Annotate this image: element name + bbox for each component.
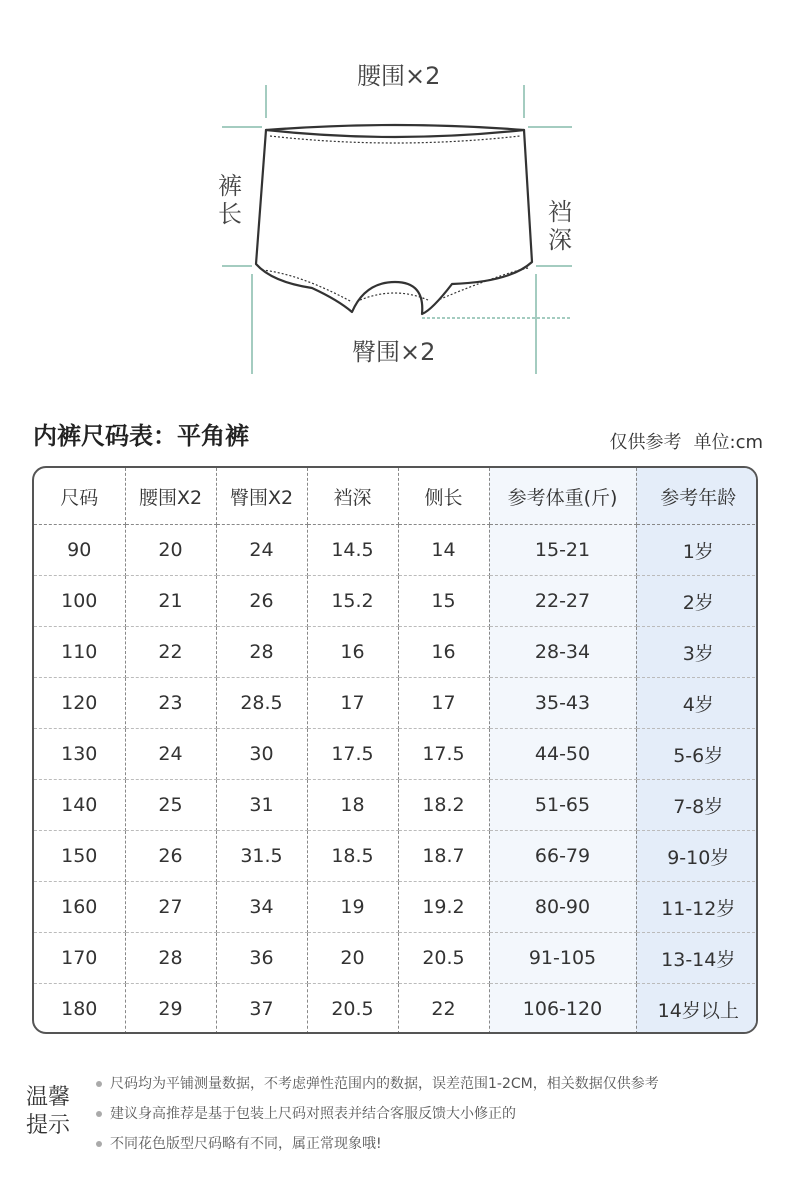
tips-list [94, 1074, 659, 1164]
cell-size: 130 [34, 729, 125, 780]
header-weight: 参考体重(斤) [489, 468, 636, 525]
cell-rise: 17.5 [307, 729, 398, 780]
cell-waist: 28 [125, 933, 216, 984]
cell-weight: 35-43 [489, 678, 636, 729]
cell-side-length: 17 [398, 678, 489, 729]
cell-side-length: 22 [398, 984, 489, 1035]
cell-age: 3岁 [636, 627, 758, 678]
cell-hip: 37 [216, 984, 307, 1035]
cell-side-length: 18.7 [398, 831, 489, 882]
cell-hip: 31.5 [216, 831, 307, 882]
cell-waist: 23 [125, 678, 216, 729]
cell-rise: 20.5 [307, 984, 398, 1035]
cell-hip: 31 [216, 780, 307, 831]
cell-age: 9-10岁 [636, 831, 758, 882]
header-side-length: 侧长 [398, 468, 489, 525]
cell-weight: 66-79 [489, 831, 636, 882]
tips-heading: 温馨提示 [26, 1085, 71, 1138]
cell-size: 120 [34, 678, 125, 729]
tip-item: 不同花色版型尺码略有不同，属正常现象哦! [94, 1134, 659, 1164]
bullet-icon [96, 1081, 102, 1087]
cell-side-length: 19.2 [398, 882, 489, 933]
table-row [34, 882, 758, 933]
table-row [34, 729, 758, 780]
cell-hip: 24 [216, 525, 307, 576]
cell-weight: 91-105 [489, 933, 636, 984]
cell-waist: 29 [125, 984, 216, 1035]
cell-waist: 24 [125, 729, 216, 780]
unit-note [610, 428, 764, 454]
reference-note: 仅供参考 [609, 432, 682, 453]
cell-size: 90 [34, 525, 125, 576]
length-label: 裤长 [218, 172, 242, 228]
cell-hip: 36 [216, 933, 307, 984]
cell-waist: 27 [125, 882, 216, 933]
tip-item: 建议身高推荐是基于包装上尺码对照表并结合客服反馈大小修正的 [94, 1104, 659, 1134]
cell-age: 4岁 [636, 678, 758, 729]
cell-weight: 22-27 [489, 576, 636, 627]
size-table [32, 466, 758, 1034]
cell-waist: 26 [125, 831, 216, 882]
cell-age: 5-6岁 [636, 729, 758, 780]
cell-size: 140 [34, 780, 125, 831]
table-header-row [34, 468, 758, 525]
cell-rise: 18.5 [307, 831, 398, 882]
cell-waist: 25 [125, 780, 216, 831]
waist-label: 腰围×2 [357, 62, 441, 90]
cell-age: 13-14岁 [636, 933, 758, 984]
cell-rise: 17 [307, 678, 398, 729]
cell-side-length: 20.5 [398, 933, 489, 984]
rise-label: 裆深 [548, 198, 572, 254]
cell-weight: 44-50 [489, 729, 636, 780]
cell-size: 160 [34, 882, 125, 933]
cell-size: 110 [34, 627, 125, 678]
cell-waist: 20 [125, 525, 216, 576]
cell-age: 14岁以上 [636, 984, 758, 1035]
cell-side-length: 14 [398, 525, 489, 576]
cell-size: 100 [34, 576, 125, 627]
header-age: 参考年龄 [636, 468, 758, 525]
bullet-icon [96, 1141, 102, 1147]
cell-waist: 22 [125, 627, 216, 678]
header-waist: 腰围X2 [125, 468, 216, 525]
cell-side-length: 18.2 [398, 780, 489, 831]
tip-item: 尺码均为平铺测量数据，不考虑弹性范围内的数据，误差范围1-2CM，相关数据仅供参考 [94, 1074, 659, 1104]
cell-hip: 26 [216, 576, 307, 627]
table-row [34, 933, 758, 984]
cell-size: 150 [34, 831, 125, 882]
cell-rise: 18 [307, 780, 398, 831]
cell-side-length: 16 [398, 627, 489, 678]
measurement-diagram [0, 0, 790, 400]
cell-weight: 15-21 [489, 525, 636, 576]
header-size: 尺码 [34, 468, 125, 525]
cell-hip: 28 [216, 627, 307, 678]
cell-hip: 34 [216, 882, 307, 933]
table-row [34, 576, 758, 627]
page-title: 内裤尺码表：平角裤 [33, 422, 249, 450]
cell-rise: 14.5 [307, 525, 398, 576]
unit-label: 单位:cm [693, 432, 763, 453]
cell-waist: 21 [125, 576, 216, 627]
cell-weight: 51-65 [489, 780, 636, 831]
cell-side-length: 15 [398, 576, 489, 627]
bullet-icon [96, 1111, 102, 1117]
cell-size: 180 [34, 984, 125, 1035]
cell-size: 170 [34, 933, 125, 984]
table-row [34, 831, 758, 882]
header-hip: 臀围X2 [216, 468, 307, 525]
cell-weight: 28-34 [489, 627, 636, 678]
header-rise: 裆深 [307, 468, 398, 525]
cell-rise: 15.2 [307, 576, 398, 627]
cell-age: 11-12岁 [636, 882, 758, 933]
cell-age: 2岁 [636, 576, 758, 627]
table-row [34, 780, 758, 831]
table-row [34, 627, 758, 678]
cell-weight: 80-90 [489, 882, 636, 933]
cell-hip: 28.5 [216, 678, 307, 729]
cell-rise: 20 [307, 933, 398, 984]
cell-hip: 30 [216, 729, 307, 780]
cell-side-length: 17.5 [398, 729, 489, 780]
hip-label: 臀围×2 [352, 338, 436, 366]
cell-age: 7-8岁 [636, 780, 758, 831]
table-row [34, 525, 758, 576]
table-row [34, 984, 758, 1035]
cell-age: 1岁 [636, 525, 758, 576]
cell-rise: 19 [307, 882, 398, 933]
cell-rise: 16 [307, 627, 398, 678]
cell-weight: 106-120 [489, 984, 636, 1035]
table-row [34, 678, 758, 729]
